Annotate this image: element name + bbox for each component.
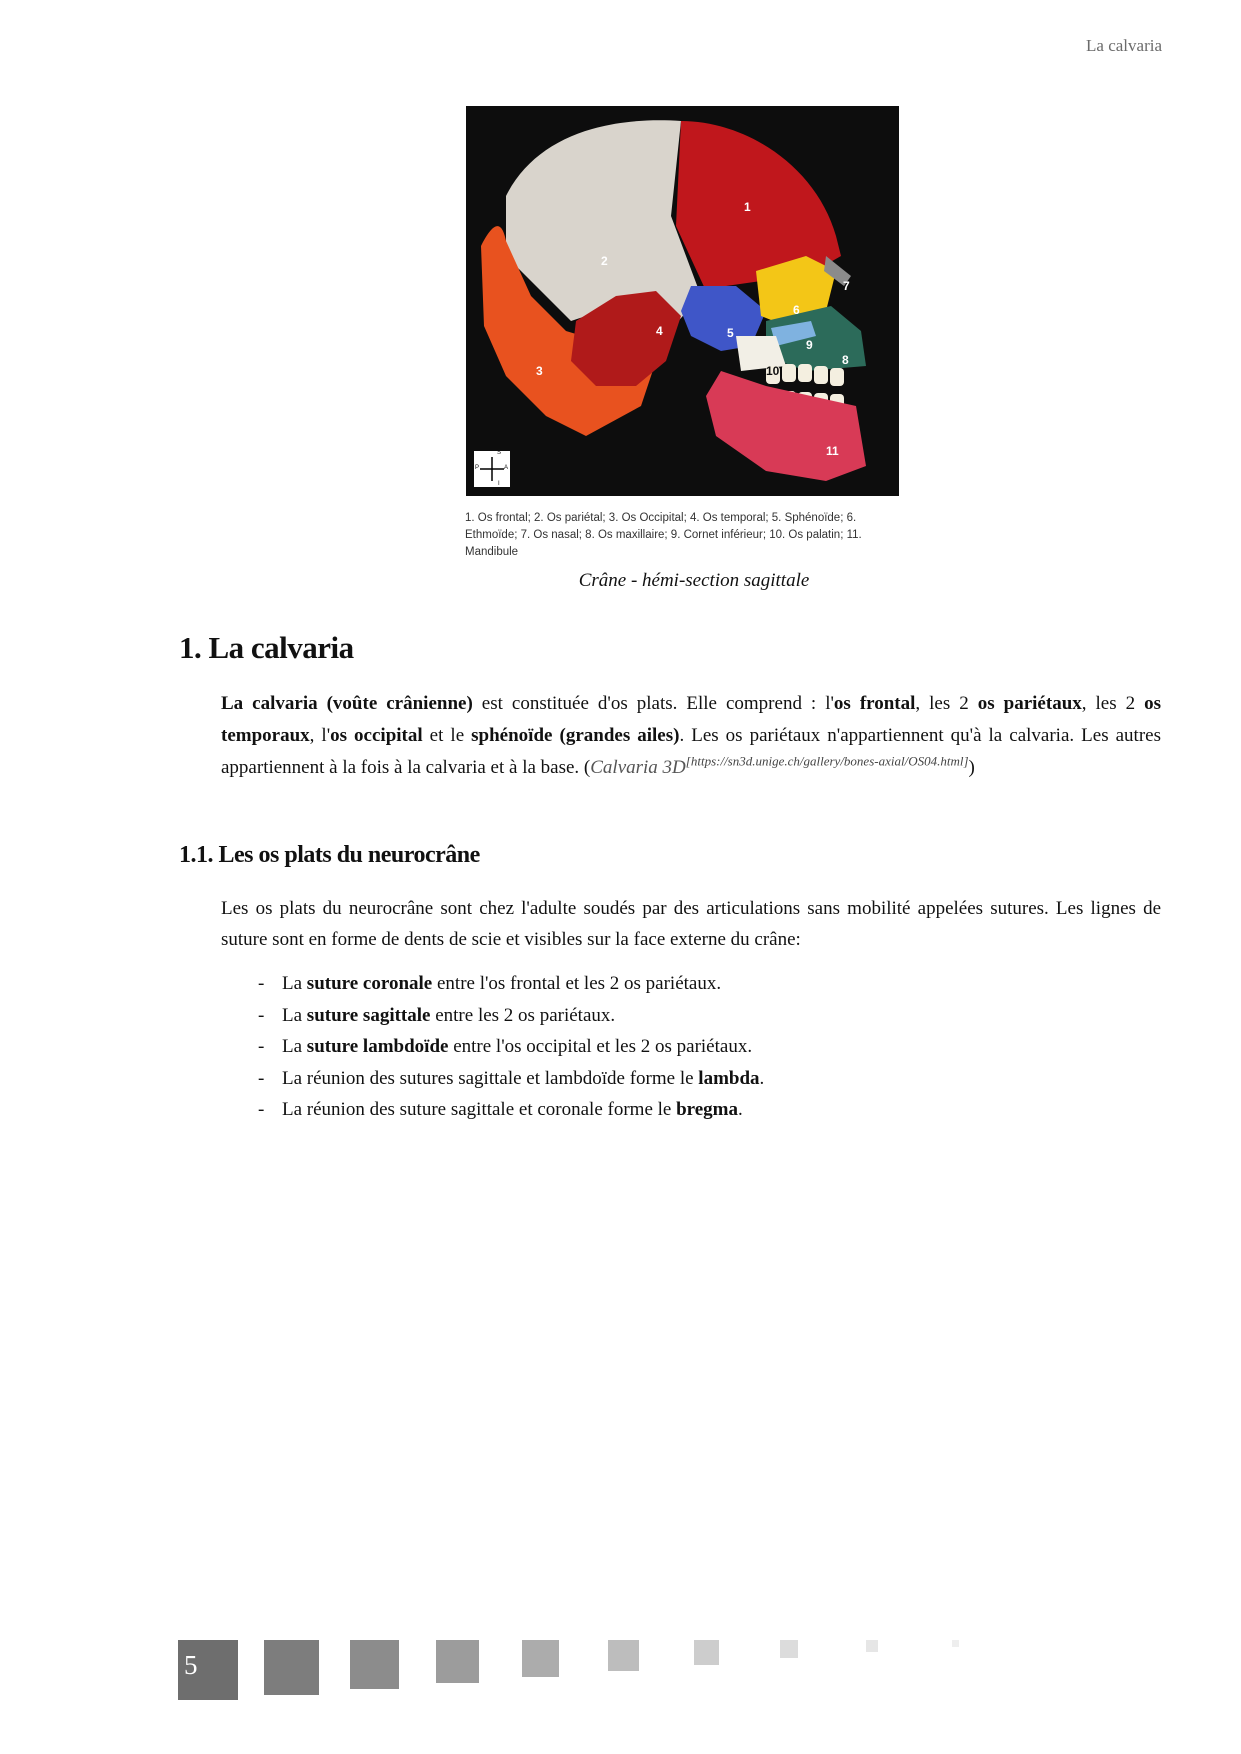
label-5: 5 [727,326,734,340]
label-7: 7 [843,279,850,293]
page-number: 5 [184,1650,198,1680]
footer-square [436,1640,479,1683]
calvaria-3d-link[interactable]: Calvaria 3D [590,757,686,778]
label-6: 6 [793,303,800,317]
suture-list [258,968,764,1126]
skull-figure [466,106,899,496]
running-header: La calvaria [1086,36,1162,55]
section-heading-calvaria: 1. La calvaria [179,630,354,665]
footer-square [522,1640,559,1677]
label-10: 10 [766,364,780,378]
list-item: - La réunion des sutures sagittale et lambdoïde forme le lambda. [258,1063,764,1095]
figure-legend: 1. Os frontal; 2. Os pariétal; 3. Os Occipital; 4. Os temporal; 5. Sphénoïde; 6. Ethmoïde; 7. Os nasal; 8. Os maxillaire; 9. Cornet inférieur; 10. Os palatin; 11. Mandibule [465,512,862,558]
label-11: 11 [826,444,839,458]
label-4: 4 [656,324,663,338]
footer-square [350,1640,399,1689]
compass-a: A [504,465,509,471]
label-8: 8 [842,353,849,367]
compass-i: I [498,481,500,487]
list-item: - La suture coronale entre l'os frontal et les 2 os pariétaux. [258,968,764,1000]
page-number-box [178,1640,238,1700]
skull-illustration [466,106,899,496]
footer-square [952,1640,959,1647]
footer-square [264,1640,319,1695]
calvaria-3d-url[interactable]: [https://sn3d.unige.ch/gallery/bones-axial/OS04.html] [685,753,969,769]
label-1: 1 [744,200,751,214]
subsection-heading-os-plats: 1.1. Les os plats du neurocrâne [179,842,480,868]
figure-caption: Crâne - hémi-section sagittale [578,570,810,591]
list-item: - La suture lambdoïde entre l'os occipital et les 2 os pariétaux. [258,1031,764,1063]
footer-square [780,1640,798,1658]
label-9: 9 [806,338,813,352]
compass-s: S [497,450,502,456]
list-item: - La réunion des suture sagittale et coronale forme le bregma. [258,1094,764,1126]
list-item: - La suture sagittale entre les 2 os pariétaux. [258,1000,764,1032]
label-2: 2 [601,254,608,268]
label-3: 3 [536,364,543,378]
footer-square [866,1640,878,1652]
footer-square [608,1640,639,1671]
compass-p: P [475,465,480,471]
calvaria-paragraph: La calvaria (voûte crânienne) est constituée d'os plats. Elle comprend : l'os frontal, les 2 os pariétaux, les 2 os temporaux, l'os occipital et le sphénoïde (grandes ailes). Les os pariétaux n'appartiennent qu'à la calvaria. Les autres appartiennent à la fois à la calvaria et à la base. (Calvaria 3D[https://sn3d.unige.ch/gallery/bones-axial/OS04.html]) [221,693,1162,778]
footer-square [694,1640,719,1665]
os-plats-paragraph: Les os plats du neurocrâne sont chez l'adulte soudés par des articulations sans mobilité appelées sutures. Les lignes de suture sont en forme de dents de scie et visibles sur la face externe du crâne: [221,898,1161,950]
